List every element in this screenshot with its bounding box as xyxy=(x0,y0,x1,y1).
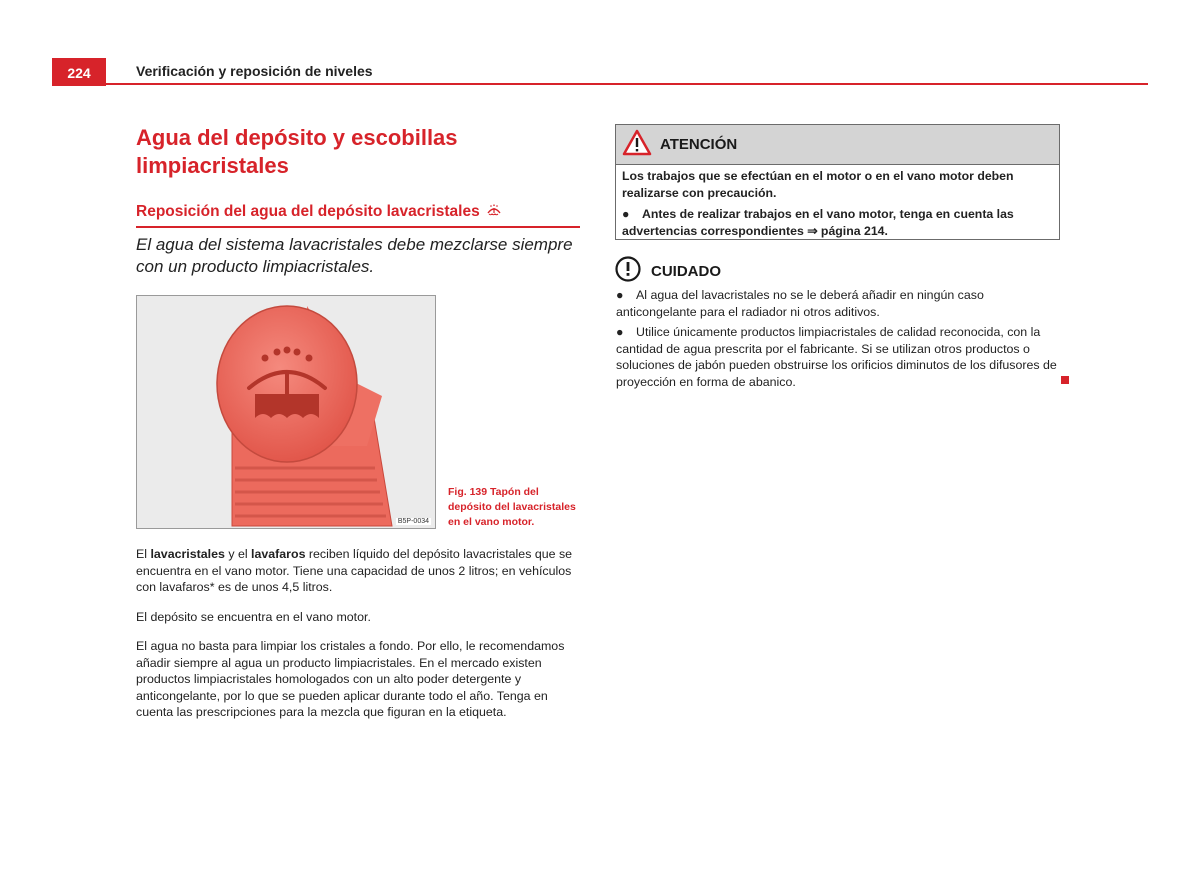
text-run: reciben líquido del depósito lavacristales que se encuentra en el vano motor. Tiene una capacidad de unos 2 litros; en vehículos con lavafaros* es de unos 4,5 litros. xyxy=(136,547,573,595)
warning-box xyxy=(615,124,1060,240)
section-end-marker xyxy=(1061,376,1069,384)
caution-item-text: Utilice únicamente productos limpiacristales de calidad reconocida, con la cantidad de agua prescrita por el fabricante. Si se utilizan otros productos o soluciones de jabón pueden obstruirse los orificios diminutos de los difusores de proyección en forma de abanico. xyxy=(616,325,1057,389)
caution-header xyxy=(615,256,721,286)
section-heading xyxy=(136,203,580,228)
running-header: Verificación y reposición de niveles xyxy=(136,63,373,79)
caution-item xyxy=(616,287,1061,320)
paragraph-recommendation: El agua no basta para limpiar los cristales a fondo. Por ello, le recomendamos añadir siempre al agua un producto limpiacristales. En el mercado existen productos limpiacristales homologados con un alto poder detergente y anticongelante, por lo que se pueden aplicar durante todo el año. Tenga en cuenta las prescripciones para la mezcla que figuran en la etiqueta. xyxy=(136,639,565,720)
bullet-marker: ● xyxy=(616,288,624,302)
caution-item-text: Al agua del lavacristales no se le deberá añadir en ningún caso anticongelante para el radiador ni otros aditivos. xyxy=(616,288,984,319)
warning-bullet-item xyxy=(622,206,1053,239)
section-heading-text: Reposición del agua del depósito lavacristales xyxy=(136,203,480,220)
figure-caption: Fig. 139 Tapón del depósito del lavacristales en el vano motor. xyxy=(448,486,576,528)
page-number: 224 xyxy=(52,58,106,86)
warning-header xyxy=(616,125,1059,165)
washer-cap-illustration xyxy=(137,296,436,529)
figure-washer-cap xyxy=(136,295,436,529)
warning-bullet-text: Antes de realizar trabajos en el vano motor, tenga en cuenta las advertencias correspondientes ⇒ página 214. xyxy=(622,207,1014,238)
paragraph-location: El depósito se encuentra en el vano motor. xyxy=(136,610,371,624)
bullet-marker: ● xyxy=(616,325,624,340)
warning-body xyxy=(616,165,1059,239)
term-lavafaros: lavafaros xyxy=(251,547,306,561)
page-title: Agua del depósito y escobillas limpiacristales xyxy=(136,125,458,178)
figure-code: B5P-0034 xyxy=(397,518,429,525)
warning-text: Los trabajos que se efectúan en el motor o en el vano motor deben realizarse con precaución. xyxy=(622,169,1014,200)
caution-body xyxy=(616,287,1061,395)
caution-item xyxy=(616,324,1061,390)
text-run: y el xyxy=(224,547,252,561)
bullet-marker: ● xyxy=(622,207,630,221)
header-rule xyxy=(106,83,1148,85)
term-lavacristales: lavacristales xyxy=(150,547,225,561)
warning-triangle-icon xyxy=(622,129,652,160)
exclamation-circle-icon xyxy=(615,256,641,286)
paragraph-capacity xyxy=(136,546,580,596)
intro-text: El agua del sistema lavacristales debe mezclarse siempre con un producto limpiacristales. xyxy=(136,235,573,276)
warning-title: ATENCIÓN xyxy=(660,136,738,153)
caution-title: CUIDADO xyxy=(651,262,721,280)
text-run: El xyxy=(136,547,151,561)
washer-fluid-icon xyxy=(486,203,502,221)
